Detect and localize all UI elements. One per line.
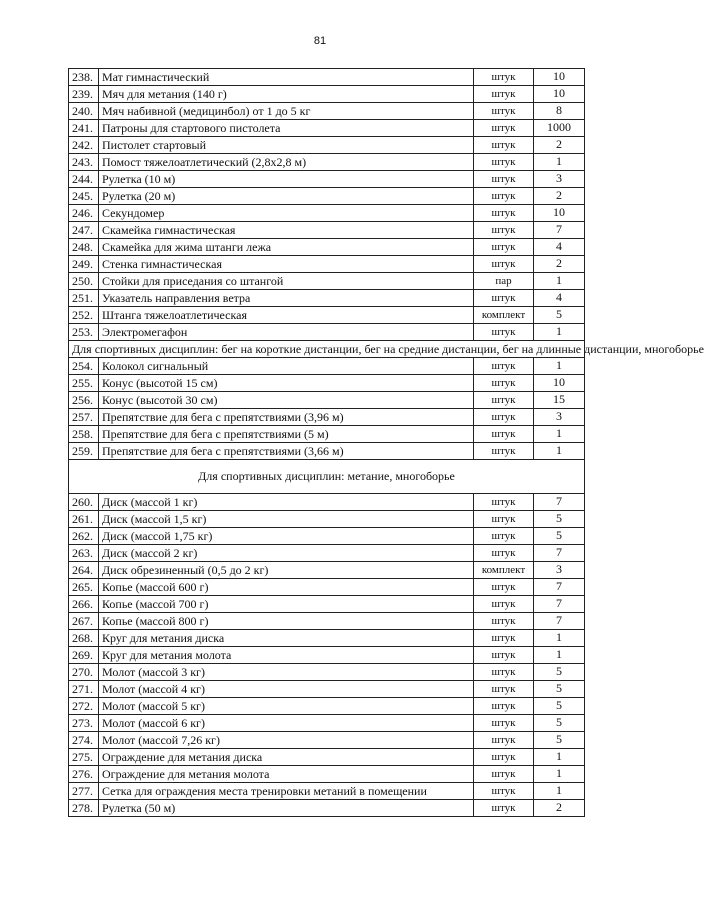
item-quantity: 5 [534, 732, 585, 749]
item-unit: штук [474, 596, 534, 613]
item-unit: штук [474, 630, 534, 647]
item-quantity: 3 [534, 409, 585, 426]
item-name: Стойки для приседания со штангой [99, 273, 474, 290]
item-unit: штук [474, 205, 534, 222]
item-unit: штук [474, 783, 534, 800]
item-name: Круг для метания молота [99, 647, 474, 664]
table-row [69, 205, 585, 222]
table-row [69, 664, 585, 681]
item-number: 248. [69, 239, 99, 256]
item-name: Мяч для метания (140 г) [99, 86, 474, 103]
table-row [69, 732, 585, 749]
item-number: 269. [69, 647, 99, 664]
page-number: 81 [313, 35, 327, 47]
table-row [69, 562, 585, 579]
item-quantity: 1 [534, 647, 585, 664]
item-unit: штук [474, 664, 534, 681]
item-number: 238. [69, 69, 99, 86]
table-row [69, 800, 585, 817]
item-unit: штук [474, 613, 534, 630]
item-unit: штук [474, 579, 534, 596]
item-quantity: 5 [534, 715, 585, 732]
section-heading-row [69, 460, 585, 494]
table-row [69, 426, 585, 443]
item-unit: штук [474, 120, 534, 137]
table-row [69, 120, 585, 137]
item-name: Конус (высотой 15 см) [99, 375, 474, 392]
item-name: Диск (массой 1,5 кг) [99, 511, 474, 528]
table-row [69, 103, 585, 120]
item-name: Мат гимнастический [99, 69, 474, 86]
table-row [69, 239, 585, 256]
item-name: Сетка для ограждения места тренировки метаний в помещении [99, 783, 474, 800]
item-number: 277. [69, 783, 99, 800]
table-row [69, 494, 585, 511]
item-name: Копье (массой 600 г) [99, 579, 474, 596]
item-unit: штук [474, 511, 534, 528]
item-unit: штук [474, 154, 534, 171]
item-unit: штук [474, 749, 534, 766]
item-name: Молот (массой 7,26 кг) [99, 732, 474, 749]
item-quantity: 5 [534, 681, 585, 698]
item-quantity: 3 [534, 171, 585, 188]
table-row [69, 137, 585, 154]
item-unit: штук [474, 171, 534, 188]
item-unit: штук [474, 86, 534, 103]
item-number: 243. [69, 154, 99, 171]
section-heading-row [69, 341, 585, 358]
item-number: 275. [69, 749, 99, 766]
item-number: 250. [69, 273, 99, 290]
item-quantity: 10 [534, 205, 585, 222]
item-number: 239. [69, 86, 99, 103]
item-quantity: 1 [534, 630, 585, 647]
item-quantity: 10 [534, 375, 585, 392]
item-quantity: 10 [534, 86, 585, 103]
item-name: Диск (массой 1,75 кг) [99, 528, 474, 545]
table-row [69, 715, 585, 732]
item-number: 276. [69, 766, 99, 783]
equipment-table [68, 68, 704, 817]
item-quantity: 5 [534, 307, 585, 324]
item-quantity: 7 [534, 596, 585, 613]
item-name: Круг для метания диска [99, 630, 474, 647]
item-unit: штук [474, 681, 534, 698]
item-unit: штук [474, 290, 534, 307]
table-row [69, 579, 585, 596]
item-number: 261. [69, 511, 99, 528]
table-row [69, 392, 585, 409]
item-quantity: 5 [534, 698, 585, 715]
item-number: 260. [69, 494, 99, 511]
item-quantity: 3 [534, 562, 585, 579]
item-unit: штук [474, 494, 534, 511]
item-unit: штук [474, 715, 534, 732]
table-row [69, 86, 585, 103]
table-row [69, 307, 585, 324]
table-row [69, 545, 585, 562]
table-row [69, 290, 585, 307]
item-quantity: 7 [534, 494, 585, 511]
item-unit: штук [474, 222, 534, 239]
item-unit: штук [474, 324, 534, 341]
item-quantity: 7 [534, 222, 585, 239]
item-number: 263. [69, 545, 99, 562]
item-quantity: 1 [534, 443, 585, 460]
item-quantity: 15 [534, 392, 585, 409]
item-name: Электромегафон [99, 324, 474, 341]
item-unit: штук [474, 392, 534, 409]
item-number: 244. [69, 171, 99, 188]
item-name: Рулетка (10 м) [99, 171, 474, 188]
item-number: 241. [69, 120, 99, 137]
item-name: Стенка гимнастическая [99, 256, 474, 273]
item-number: 274. [69, 732, 99, 749]
item-quantity: 2 [534, 137, 585, 154]
equipment-table-body [69, 69, 704, 817]
item-name: Диск обрезиненный (0,5 до 2 кг) [99, 562, 474, 579]
item-quantity: 2 [534, 800, 585, 817]
item-name: Колокол сигнальный [99, 358, 474, 375]
table-row [69, 358, 585, 375]
table-row [69, 528, 585, 545]
table-row [69, 324, 585, 341]
item-number: 254. [69, 358, 99, 375]
item-number: 245. [69, 188, 99, 205]
item-number: 246. [69, 205, 99, 222]
item-number: 278. [69, 800, 99, 817]
item-unit: штук [474, 528, 534, 545]
item-unit: штук [474, 732, 534, 749]
item-unit: штук [474, 647, 534, 664]
item-name: Копье (массой 700 г) [99, 596, 474, 613]
item-name: Ограждение для метания диска [99, 749, 474, 766]
item-unit: штук [474, 358, 534, 375]
item-number: 255. [69, 375, 99, 392]
item-quantity: 1 [534, 273, 585, 290]
item-number: 266. [69, 596, 99, 613]
item-unit: штук [474, 426, 534, 443]
table-row [69, 749, 585, 766]
item-quantity: 1 [534, 358, 585, 375]
item-name: Молот (массой 3 кг) [99, 664, 474, 681]
table-row [69, 375, 585, 392]
item-number: 257. [69, 409, 99, 426]
item-number: 271. [69, 681, 99, 698]
table-row [69, 596, 585, 613]
item-unit: штук [474, 188, 534, 205]
item-unit: штук [474, 409, 534, 426]
item-number: 252. [69, 307, 99, 324]
item-name: Молот (массой 5 кг) [99, 698, 474, 715]
item-number: 253. [69, 324, 99, 341]
item-name: Диск (массой 1 кг) [99, 494, 474, 511]
item-name: Ограждение для метания молота [99, 766, 474, 783]
item-unit: комплект [474, 307, 534, 324]
item-name: Диск (массой 2 кг) [99, 545, 474, 562]
item-quantity: 5 [534, 511, 585, 528]
item-unit: штук [474, 69, 534, 86]
item-quantity: 1 [534, 426, 585, 443]
item-quantity: 8 [534, 103, 585, 120]
item-name: Молот (массой 6 кг) [99, 715, 474, 732]
item-name: Указатель направления ветра [99, 290, 474, 307]
item-name: Препятствие для бега с препятствиями (3,66 м) [99, 443, 474, 460]
item-unit: пар [474, 273, 534, 290]
table-row [69, 613, 585, 630]
item-quantity: 10 [534, 69, 585, 86]
item-name: Молот (массой 4 кг) [99, 681, 474, 698]
item-unit: штук [474, 698, 534, 715]
item-number: 251. [69, 290, 99, 307]
item-number: 264. [69, 562, 99, 579]
item-unit: штук [474, 239, 534, 256]
item-unit: штук [474, 800, 534, 817]
item-quantity: 7 [534, 579, 585, 596]
item-unit: штук [474, 443, 534, 460]
section-heading: Для спортивных дисциплин: метание, многоборье [69, 460, 585, 494]
table-row [69, 443, 585, 460]
item-number: 270. [69, 664, 99, 681]
item-unit: штук [474, 545, 534, 562]
item-name: Патроны для стартового пистолета [99, 120, 474, 137]
item-name: Скамейка гимнастическая [99, 222, 474, 239]
table-row [69, 681, 585, 698]
table-row [69, 188, 585, 205]
item-number: 247. [69, 222, 99, 239]
item-name: Секундомер [99, 205, 474, 222]
item-name: Штанга тяжелоатлетическая [99, 307, 474, 324]
item-unit: штук [474, 256, 534, 273]
item-name: Скамейка для жима штанги лежа [99, 239, 474, 256]
item-number: 249. [69, 256, 99, 273]
table-row [69, 630, 585, 647]
table-row [69, 69, 585, 86]
item-quantity: 2 [534, 188, 585, 205]
item-name: Рулетка (20 м) [99, 188, 474, 205]
item-number: 258. [69, 426, 99, 443]
table-row [69, 511, 585, 528]
item-quantity: 1 [534, 324, 585, 341]
item-name: Препятствие для бега с препятствиями (3,96 м) [99, 409, 474, 426]
item-number: 272. [69, 698, 99, 715]
item-name: Помост тяжелоатлетический (2,8х2,8 м) [99, 154, 474, 171]
table-row [69, 409, 585, 426]
item-quantity: 5 [534, 528, 585, 545]
item-quantity: 1 [534, 154, 585, 171]
table-row [69, 273, 585, 290]
item-number: 259. [69, 443, 99, 460]
item-unit: штук [474, 137, 534, 154]
item-number: 242. [69, 137, 99, 154]
table-row [69, 698, 585, 715]
table-row [69, 647, 585, 664]
item-name: Мяч набивной (медицинбол) от 1 до 5 кг [99, 103, 474, 120]
table-row [69, 222, 585, 239]
item-name: Конус (высотой 30 см) [99, 392, 474, 409]
item-number: 273. [69, 715, 99, 732]
item-quantity: 4 [534, 290, 585, 307]
item-number: 265. [69, 579, 99, 596]
item-quantity: 1 [534, 749, 585, 766]
item-quantity: 4 [534, 239, 585, 256]
item-name: Копье (массой 800 г) [99, 613, 474, 630]
item-number: 240. [69, 103, 99, 120]
item-quantity: 1000 [534, 120, 585, 137]
item-quantity: 7 [534, 545, 585, 562]
item-unit: комплект [474, 562, 534, 579]
item-unit: штук [474, 375, 534, 392]
item-number: 267. [69, 613, 99, 630]
table-row [69, 766, 585, 783]
table-row [69, 171, 585, 188]
item-quantity: 2 [534, 256, 585, 273]
section-heading: Для спортивных дисциплин: бег на короткие дистанции, бег на средние дистанции, бег на длинные дистанции, многоборье [69, 341, 585, 358]
item-name: Пистолет стартовый [99, 137, 474, 154]
table-row [69, 256, 585, 273]
item-unit: штук [474, 766, 534, 783]
item-number: 268. [69, 630, 99, 647]
item-quantity: 7 [534, 613, 585, 630]
item-unit: штук [474, 103, 534, 120]
item-quantity: 5 [534, 664, 585, 681]
item-quantity: 1 [534, 766, 585, 783]
table-row [69, 783, 585, 800]
item-quantity: 1 [534, 783, 585, 800]
item-number: 256. [69, 392, 99, 409]
item-name: Рулетка (50 м) [99, 800, 474, 817]
item-number: 262. [69, 528, 99, 545]
item-name: Препятствие для бега с препятствиями (5 м) [99, 426, 474, 443]
table-row [69, 154, 585, 171]
